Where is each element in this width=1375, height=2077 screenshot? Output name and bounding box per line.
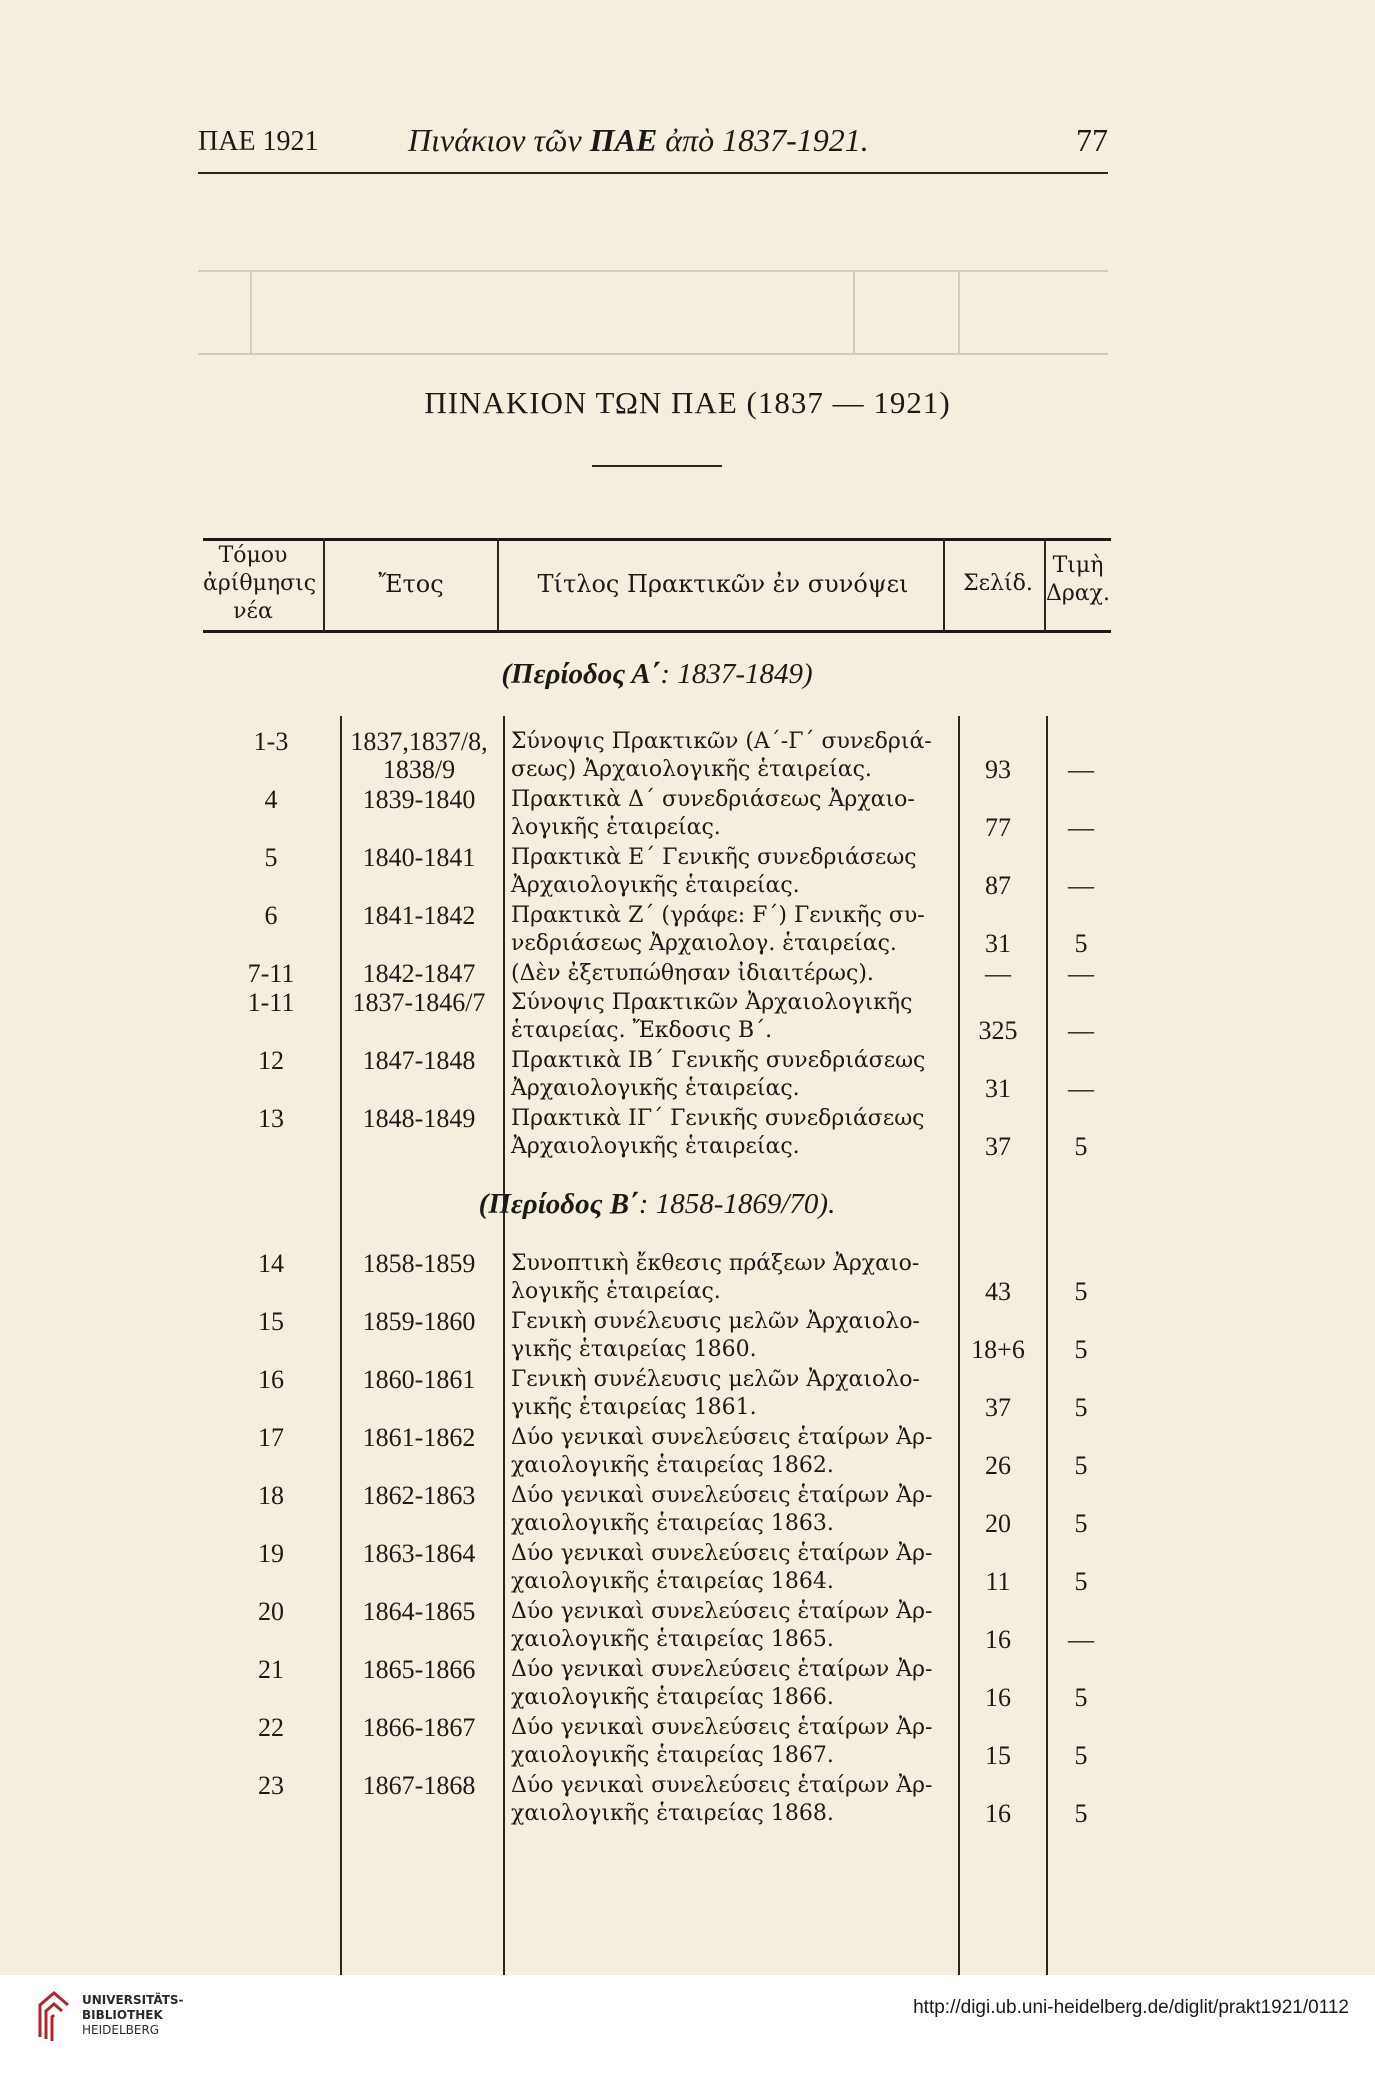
- library-logo-icon: [34, 1987, 74, 2047]
- year-range: 1860-1861: [362, 1365, 476, 1394]
- table-row: [203, 1250, 1111, 1306]
- proceedings-title: Δύο γενικαὶ συνελεύσεις ἑταίρων Ἀρ- χαιολογικῆς ἑταιρείας 1862.: [511, 1425, 933, 1478]
- price-drachma: —: [1068, 813, 1094, 842]
- section-heading-b: (Περίοδος Β΄: 1858-1869/70).: [478, 1188, 836, 1220]
- proceedings-title: Πρακτικὰ Δ΄ συνεδριάσεως Ἀρχαιο- λογικῆς ἑταιρείας.: [511, 787, 915, 840]
- year-range: 1866-1867: [362, 1713, 476, 1742]
- table-row: [203, 902, 1111, 958]
- footer-bar: [0, 1975, 1375, 2077]
- proceedings-title: Πρακτικὰ Ε΄ Γενικῆς συνεδριάσεως Ἀρχαιολογικῆς ἑταιρείας.: [511, 845, 917, 898]
- volume-number: 15: [258, 1307, 284, 1336]
- proceedings-title: Πρακτικὰ ΙΒ΄ Γενικῆς συνεδριάσεως Ἀρχαιολογικῆς ἑταιρείας.: [511, 1048, 926, 1101]
- volume-number: 13: [258, 1104, 284, 1133]
- title-rule: [592, 465, 722, 467]
- price-drachma: 5: [1074, 1277, 1088, 1306]
- source-url[interactable]: http://digi.ub.uni-heidelberg.de/diglit/prakt1921/0112: [913, 1997, 1349, 2018]
- volume-number: 14: [258, 1249, 284, 1278]
- page-number: 77: [1076, 122, 1108, 158]
- col-head-year: Ἔτος: [378, 570, 444, 598]
- col-divider: [943, 538, 945, 632]
- year-range: 1858-1859: [362, 1249, 476, 1278]
- page-count: 16: [985, 1625, 1011, 1654]
- header-rule: [198, 172, 1108, 174]
- bleed-through-ghost: [198, 270, 1108, 355]
- volume-number: 23: [258, 1771, 284, 1800]
- library-name: UNIVERSITÄTS- BIBLIOTHEK HEIDELBERG: [82, 1993, 184, 2037]
- proceedings-title: Δύο γενικαὶ συνελεύσεις ἑταίρων Ἀρ- χαιολογικῆς ἑταιρείας 1868.: [511, 1773, 933, 1826]
- volume-number: 1-3: [253, 727, 289, 756]
- volume-number: 21: [258, 1655, 284, 1684]
- table-head-rule: [203, 630, 1111, 633]
- page-count: 93: [985, 755, 1011, 784]
- header-title: Πινάκιον τῶν ΠΑΕ ἀπὸ 1837-1921.: [408, 122, 869, 158]
- proceedings-title: Δύο γενικαὶ συνελεύσεις ἑταίρων Ἀρ- χαιολογικῆς ἑταιρείας 1864.: [511, 1541, 933, 1594]
- page-count: 87: [985, 871, 1011, 900]
- table-row: [203, 786, 1111, 842]
- page-count: 31: [985, 929, 1011, 958]
- page-count: 16: [985, 1799, 1011, 1828]
- proceedings-title: Δύο γενικαὶ συνελεύσεις ἑταίρων Ἀρ- χαιολογικῆς ἑταιρείας 1865.: [511, 1599, 933, 1652]
- table-row: [203, 844, 1111, 900]
- volume-number: 20: [258, 1597, 284, 1626]
- page-count: 20: [985, 1509, 1011, 1538]
- proceedings-title: (Δὲν ἐξετυπώθησαν ἰδιαιτέρως).: [511, 961, 874, 986]
- proceedings-title: Δύο γενικαὶ συνελεύσεις ἑταίρων Ἀρ- χαιολογικῆς ἑταιρείας 1867.: [511, 1715, 933, 1768]
- year-range: 1863-1864: [362, 1539, 476, 1568]
- running-header: [198, 120, 1108, 164]
- year-range: 1840-1841: [362, 843, 476, 872]
- price-drachma: 5: [1074, 1335, 1088, 1364]
- price-drachma: —: [1068, 1625, 1094, 1654]
- col-head-title: Τίτλος Πρακτικῶν ἐν συνόψει: [537, 570, 909, 598]
- table-row: [203, 1482, 1111, 1538]
- table-row: [203, 1366, 1111, 1422]
- price-drachma: 5: [1074, 1799, 1088, 1828]
- proceedings-title: Γενικὴ συνέλευσις μελῶν Ἀρχαιολο- γικῆς ἑταιρείας 1860.: [511, 1309, 920, 1362]
- table-row: [203, 1540, 1111, 1596]
- volume-number: 1-11: [247, 988, 295, 1017]
- year-range: 1864-1865: [362, 1597, 476, 1626]
- year-range: 1862-1863: [362, 1481, 476, 1510]
- volume-number: 22: [258, 1713, 284, 1742]
- price-drachma: —: [1068, 755, 1094, 784]
- page-count: 11: [985, 1567, 1011, 1596]
- page-count: 31: [985, 1074, 1011, 1103]
- price-drachma: 5: [1074, 929, 1088, 958]
- col-head-price: Τιμὴ Δραχ.: [1045, 553, 1110, 606]
- volume-number: 18: [258, 1481, 284, 1510]
- price-drachma: 5: [1074, 1741, 1088, 1770]
- table-row: [203, 1424, 1111, 1480]
- year-range: 1848-1849: [362, 1104, 476, 1133]
- year-range: 1839-1840: [362, 785, 476, 814]
- page-count: 16: [985, 1683, 1011, 1712]
- table-row: [203, 1714, 1111, 1770]
- proceedings-title: Δύο γενικαὶ συνελεύσεις ἑταίρων Ἀρ- χαιολογικῆς ἑταιρείας 1863.: [511, 1483, 933, 1536]
- page-count: 37: [985, 1393, 1011, 1422]
- page-count: 15: [985, 1741, 1011, 1770]
- table-row: [203, 1656, 1111, 1712]
- year-range: 1847-1848: [362, 1046, 476, 1075]
- col-divider: [323, 538, 325, 632]
- year-range: 1842-1847: [362, 959, 476, 988]
- price-drachma: 5: [1074, 1132, 1088, 1161]
- table-row: [203, 1105, 1111, 1161]
- page-count: 77: [985, 813, 1011, 842]
- year-range: 1867-1868: [362, 1771, 476, 1800]
- price-drachma: 5: [1074, 1393, 1088, 1422]
- volume-number: 5: [264, 843, 278, 872]
- page-count: 43: [985, 1277, 1011, 1306]
- header-journal: ΠΑΕ 1921: [198, 126, 319, 157]
- year-range: 1865-1866: [362, 1655, 476, 1684]
- col-divider: [1044, 538, 1046, 632]
- proceedings-title: Γενικὴ συνέλευσις μελῶν Ἀρχαιολο- γικῆς ἑταιρείας 1861.: [511, 1367, 920, 1420]
- proceedings-title: Σύνοψις Πρακτικῶν (Α΄-Γ΄ συνεδριά- σεως) Ἀρχαιολογικῆς ἑταιρείας.: [511, 729, 932, 782]
- year-range: 1841-1842: [362, 901, 476, 930]
- page-title: ΠΙΝΑΚΙΟΝ ΤΩΝ ΠΑΕ (1837 — 1921): [424, 385, 951, 420]
- year-range: 1859-1860: [362, 1307, 476, 1336]
- table-row: [203, 989, 1111, 1045]
- price-drachma: 5: [1074, 1451, 1088, 1480]
- price-drachma: —: [1068, 1074, 1094, 1103]
- volume-number: 16: [258, 1365, 284, 1394]
- year-range: 1837,1837/8, 1838/9: [350, 727, 488, 784]
- proceedings-title: Πρακτικὰ Ζ΄ (γράφε: F΄) Γενικῆς συ- νεδριάσεως Ἀρχαιολογ. ἑταιρείας.: [511, 903, 925, 956]
- proceedings-title: Πρακτικὰ ΙΓ΄ Γενικῆς συνεδριάσεως Ἀρχαιολογικῆς ἑταιρείας.: [511, 1106, 925, 1159]
- col-head-pages: Σελίδ.: [963, 571, 1033, 596]
- volume-number: 7-11: [247, 959, 295, 988]
- page-count: 37: [985, 1132, 1011, 1161]
- section-heading-a: (Περίοδος Α΄: 1837-1849): [501, 658, 813, 690]
- price-drachma: 5: [1074, 1509, 1088, 1538]
- page-count: —: [985, 959, 1011, 988]
- table-row: [203, 1308, 1111, 1364]
- price-drachma: —: [1068, 1016, 1094, 1045]
- volume-number: 6: [264, 901, 278, 930]
- price-drachma: —: [1068, 959, 1094, 988]
- price-drachma: 5: [1074, 1567, 1088, 1596]
- volume-number: 19: [258, 1539, 284, 1568]
- volume-number: 4: [264, 785, 278, 814]
- table-row: [203, 728, 1111, 784]
- page-count: 325: [978, 1016, 1018, 1045]
- table-row: [203, 1772, 1111, 1828]
- volume-number: 12: [258, 1046, 284, 1075]
- proceedings-title: Σύνοψις Πρακτικῶν Ἀρχαιολογικῆς ἑταιρείας. Ἔκδοσις Β΄.: [511, 990, 913, 1043]
- volume-number: 17: [258, 1423, 284, 1452]
- col-divider: [497, 538, 499, 632]
- table-top-rule: [203, 538, 1111, 541]
- price-drachma: —: [1068, 871, 1094, 900]
- price-drachma: 5: [1074, 1683, 1088, 1712]
- col-head-volume: Τόμου ἀρίθμησις νέα: [203, 543, 317, 624]
- year-range: 1837-1846/7: [352, 988, 486, 1017]
- table-row: [203, 1047, 1111, 1103]
- table-row: [203, 1598, 1111, 1654]
- page-count: 18+6: [971, 1335, 1025, 1364]
- proceedings-title: Δύο γενικαὶ συνελεύσεις ἑταίρων Ἀρ- χαιολογικῆς ἑταιρείας 1866.: [511, 1657, 933, 1710]
- proceedings-title: Συνοπτικὴ ἔκθεσις πράξεων Ἀρχαιο- λογικῆς ἑταιρείας.: [511, 1251, 920, 1304]
- year-range: 1861-1862: [362, 1423, 476, 1452]
- page-count: 26: [985, 1451, 1011, 1480]
